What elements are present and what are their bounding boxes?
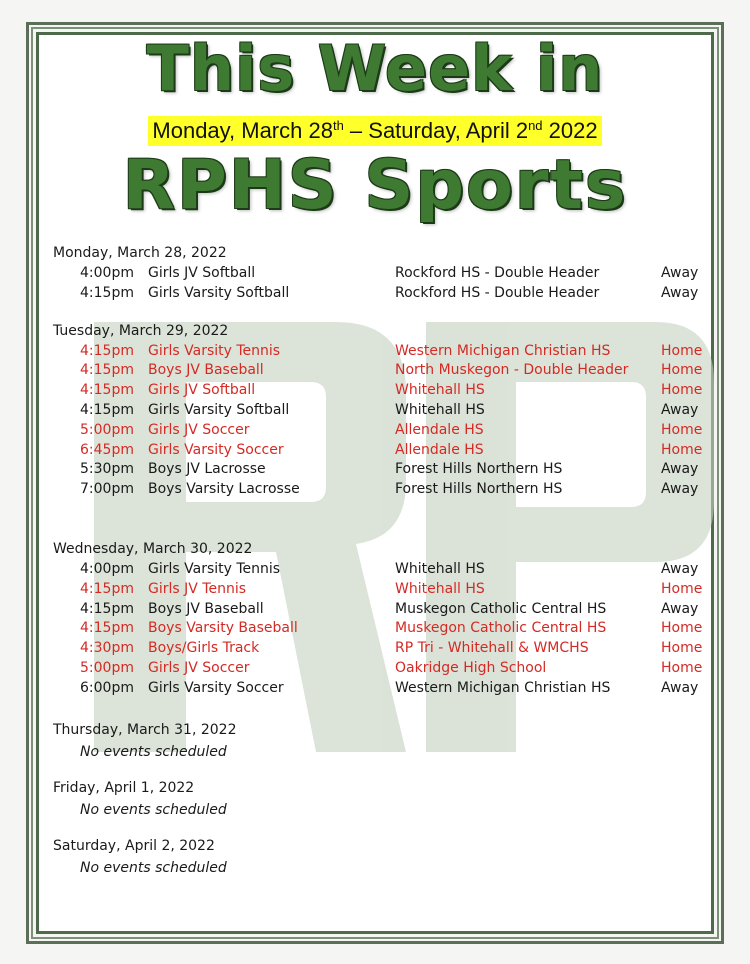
event-row bbox=[53, 460, 713, 480]
event-time: 4:15pm bbox=[80, 620, 134, 637]
event-time: 5:00pm bbox=[80, 659, 134, 676]
event-row bbox=[53, 560, 713, 580]
event-opponent: Oakridge High School bbox=[395, 659, 547, 676]
event-sport: Girls Varsity Tennis bbox=[148, 560, 281, 577]
event-location: Away bbox=[661, 461, 699, 478]
event-time: 4:15pm bbox=[80, 284, 134, 301]
event-time: 4:30pm bbox=[80, 640, 134, 657]
event-opponent: Forest Hills Northern HS bbox=[395, 461, 563, 478]
event-opponent: Whitehall HS bbox=[395, 382, 485, 399]
event-row bbox=[53, 679, 713, 699]
schedule-list bbox=[53, 242, 713, 893]
event-sport: Boys JV Baseball bbox=[148, 362, 264, 379]
event-location: Home bbox=[661, 342, 703, 359]
event-sport: Girls Varsity Tennis bbox=[148, 342, 281, 359]
event-time: 4:15pm bbox=[80, 600, 134, 617]
event-sport: Girls Varsity Softball bbox=[148, 401, 290, 418]
event-location: Home bbox=[661, 382, 703, 399]
event-location: Home bbox=[661, 441, 703, 458]
event-opponent: Forest Hills Northern HS bbox=[395, 481, 563, 498]
event-time: 6:45pm bbox=[80, 441, 134, 458]
event-opponent: Rockford HS - Double Header bbox=[395, 284, 600, 301]
event-location: Home bbox=[661, 640, 703, 657]
event-row bbox=[53, 284, 713, 304]
event-sport: Boys Varsity Lacrosse bbox=[148, 481, 300, 498]
event-sport: Girls JV Softball bbox=[148, 265, 256, 281]
event-opponent: Whitehall HS bbox=[395, 560, 485, 577]
event-sport: Boys Varsity Baseball bbox=[148, 620, 298, 637]
no-events-note: No events scheduled bbox=[80, 801, 227, 818]
event-time: 4:15pm bbox=[80, 362, 134, 379]
event-opponent: Muskegon Catholic Central HS bbox=[395, 600, 607, 617]
day-section bbox=[53, 320, 713, 500]
event-time: 5:30pm bbox=[80, 461, 134, 478]
event-time: 4:15pm bbox=[80, 580, 134, 597]
event-opponent: Whitehall HS bbox=[395, 580, 485, 597]
event-location: Home bbox=[661, 620, 703, 637]
title-this-week-in: This Week in bbox=[146, 32, 604, 105]
day-section bbox=[53, 538, 713, 699]
event-sport: Girls Varsity Softball bbox=[148, 284, 290, 301]
day-section bbox=[53, 835, 713, 879]
event-row bbox=[53, 342, 713, 362]
day-heading: Tuesday, March 29, 2022 bbox=[53, 322, 229, 339]
event-time: 4:00pm bbox=[80, 560, 134, 577]
event-row bbox=[53, 441, 713, 461]
event-row bbox=[53, 480, 713, 500]
event-opponent: North Muskegon - Double Header bbox=[395, 362, 629, 379]
event-time: 6:00pm bbox=[80, 679, 134, 696]
event-row bbox=[53, 421, 713, 441]
event-opponent: Whitehall HS bbox=[395, 401, 485, 418]
event-time: 4:15pm bbox=[80, 382, 134, 399]
event-sport: Girls JV Softball bbox=[148, 382, 256, 399]
event-sport: Girls JV Tennis bbox=[148, 580, 246, 597]
event-row bbox=[53, 619, 713, 639]
event-time: 7:00pm bbox=[80, 481, 134, 498]
day-heading: Monday, March 28, 2022 bbox=[53, 245, 227, 261]
date-range-banner bbox=[0, 116, 750, 146]
event-opponent: RP Tri - Whitehall & WMCHS bbox=[395, 640, 589, 657]
event-opponent: Allendale HS bbox=[395, 421, 484, 438]
event-row bbox=[53, 361, 713, 381]
event-location: Home bbox=[661, 421, 703, 438]
day-heading: Wednesday, March 30, 2022 bbox=[53, 540, 253, 557]
event-row bbox=[53, 264, 713, 284]
event-location: Away bbox=[661, 481, 699, 498]
no-events-note: No events scheduled bbox=[80, 743, 227, 760]
event-row bbox=[53, 639, 713, 659]
event-location: Away bbox=[661, 284, 699, 301]
event-sport: Girls JV Soccer bbox=[148, 421, 250, 438]
event-location: Home bbox=[661, 580, 703, 597]
event-time: 5:00pm bbox=[80, 421, 134, 438]
day-heading: Thursday, March 31, 2022 bbox=[53, 721, 237, 738]
event-opponent: Western Michigan Christian HS bbox=[395, 342, 611, 359]
event-sport: Girls Varsity Soccer bbox=[148, 441, 284, 458]
event-opponent: Muskegon Catholic Central HS bbox=[395, 620, 607, 637]
event-sport: Boys JV Lacrosse bbox=[148, 461, 266, 478]
event-time: 4:00pm bbox=[80, 265, 134, 281]
event-row bbox=[53, 381, 713, 401]
event-sport: Boys JV Baseball bbox=[148, 600, 264, 617]
event-location: Away bbox=[661, 679, 699, 696]
event-location: Away bbox=[661, 265, 699, 281]
day-heading: Friday, April 1, 2022 bbox=[53, 779, 195, 796]
day-section bbox=[53, 719, 713, 763]
event-location: Home bbox=[661, 362, 703, 379]
event-sport: Girls JV Soccer bbox=[148, 659, 250, 676]
event-sport: Boys/Girls Track bbox=[148, 640, 260, 657]
event-location: Away bbox=[661, 600, 699, 617]
event-opponent: Rockford HS - Double Header bbox=[395, 265, 600, 281]
event-row bbox=[53, 401, 713, 421]
title-rphs-sports: RPHS Sports bbox=[122, 146, 628, 225]
event-time: 4:15pm bbox=[80, 401, 134, 418]
day-section bbox=[53, 242, 713, 304]
event-location: Away bbox=[661, 401, 699, 418]
event-location: Away bbox=[661, 560, 699, 577]
event-row bbox=[53, 659, 713, 679]
event-opponent: Western Michigan Christian HS bbox=[395, 679, 611, 696]
event-time: 4:15pm bbox=[80, 342, 134, 359]
event-location: Home bbox=[661, 659, 703, 676]
day-heading: Saturday, April 2, 2022 bbox=[53, 837, 215, 854]
event-row bbox=[53, 580, 713, 600]
event-opponent: Allendale HS bbox=[395, 441, 484, 458]
date-range-highlight: Monday, March 28th – Saturday, April 2nd 2022 bbox=[148, 116, 601, 146]
event-row bbox=[53, 600, 713, 620]
event-sport: Girls Varsity Soccer bbox=[148, 679, 284, 696]
day-section bbox=[53, 777, 713, 821]
no-events-note: No events scheduled bbox=[80, 859, 227, 876]
